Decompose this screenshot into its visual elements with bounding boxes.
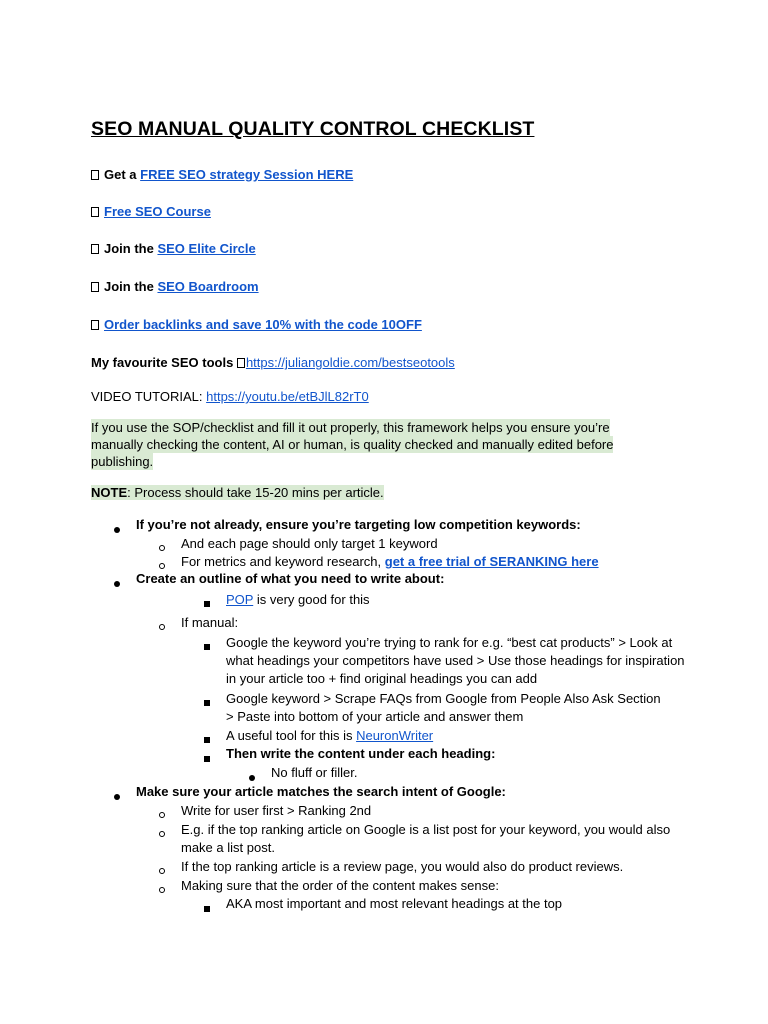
tools-label: My favourite SEO tools xyxy=(91,355,234,370)
page-title: SEO MANUAL QUALITY CONTROL CHECKLIST xyxy=(91,118,535,140)
boardroom-link[interactable]: SEO Boardroom xyxy=(157,279,259,294)
elite-circle-line xyxy=(91,241,256,256)
bullet-square xyxy=(204,596,210,610)
missing-glyph-icon xyxy=(91,207,99,217)
checklist-level4-item: No fluff or filler. xyxy=(271,765,358,780)
checklist-subsubitem xyxy=(226,727,433,745)
bullet-circle xyxy=(159,826,165,840)
seo-course-line xyxy=(91,204,211,219)
checklist-subitem: E.g. if the top ranking article on Google is a list post for your keyword, you would also make a list post. xyxy=(181,822,671,855)
checklist-subitem: Write for user first > Ranking 2nd xyxy=(181,803,372,818)
pop-text: is very good for this xyxy=(256,592,370,607)
seranking-link[interactable]: get a free trial of SERANKING here xyxy=(384,554,599,569)
backlinks-link[interactable]: Order backlinks and save 10% with the code 10OFF xyxy=(104,317,422,332)
neuronwriter-link[interactable]: NeuronWriter xyxy=(356,728,434,743)
checklist-subitem: If the top ranking article is a review page, you would also do product reviews. xyxy=(181,859,624,874)
checklist-subitem: Making sure that the order of the content makes sense: xyxy=(181,878,499,893)
intro-text: If you use the SOP/checklist and fill it out properly, this framework helps you ensure you’re manually checking the content, AI or human, is quality checked and manually edited before publishing. xyxy=(91,420,614,469)
missing-glyph-icon xyxy=(237,358,245,368)
elite-circle-link[interactable]: SEO Elite Circle xyxy=(157,241,256,256)
bullet-circle xyxy=(159,540,165,554)
missing-glyph-icon xyxy=(91,244,99,254)
bullet-circle xyxy=(159,863,165,877)
bullet-circle xyxy=(159,619,165,633)
checklist-subsubitem: Google keyword > Scrape FAQs from Google from People Also Ask Section > Paste into bottom of your article and answer them xyxy=(226,691,661,724)
strategy-session-link[interactable]: FREE SEO strategy Session HERE xyxy=(140,167,354,182)
bullet-square xyxy=(204,639,210,653)
neuronwriter-prefix: A useful tool for this is xyxy=(226,728,353,743)
note-text: : Process should take 15-20 mins per article. xyxy=(127,485,384,500)
checklist-item: If you’re not already, ensure you’re targeting low competition keywords: xyxy=(136,517,581,532)
pop-link[interactable]: POP xyxy=(226,592,254,607)
note-label: NOTE xyxy=(91,485,128,500)
bullet-square xyxy=(204,695,210,709)
bullet-square xyxy=(204,751,210,765)
video-link[interactable]: https://youtu.be/etBJlL82rT0 xyxy=(206,389,369,404)
video-label: VIDEO TUTORIAL: xyxy=(91,389,203,404)
bullet-dot xyxy=(114,789,120,803)
checklist-subitem: And each page should only target 1 keyword xyxy=(181,536,438,551)
checklist-subsubitem: AKA most important and most relevant headings at the top xyxy=(226,896,563,911)
checklist-subsubitem xyxy=(226,591,370,609)
tools-line xyxy=(91,355,455,370)
elite-circle-prefix: Join the xyxy=(104,241,154,256)
bullet-dot xyxy=(114,522,120,536)
missing-glyph-icon xyxy=(91,320,99,330)
checklist-subsubitem: Google the keyword you’re trying to rank for e.g. “best cat products” > Look at what headings your competitors have used > Use those headings for inspiration in your article too + find original headings you can add xyxy=(226,635,685,686)
strategy-session-line xyxy=(91,167,353,182)
bullet-circle xyxy=(159,807,165,821)
checklist-subitem xyxy=(181,553,599,571)
bullet-dot xyxy=(249,770,255,784)
checklist-subsubitem: Then write the content under each heading: xyxy=(226,746,496,761)
missing-glyph-icon xyxy=(91,282,99,292)
note-line xyxy=(91,485,384,500)
tools-link[interactable]: https://juliangoldie.com/bestseotools xyxy=(245,355,455,370)
bullet-square xyxy=(204,901,210,915)
bullet-square xyxy=(204,732,210,746)
boardroom-line xyxy=(91,279,259,294)
strategy-session-prefix: Get a xyxy=(104,167,137,182)
bullet-dot xyxy=(114,576,120,590)
checklist-item: Make sure your article matches the search intent of Google: xyxy=(136,784,506,799)
bullet-circle xyxy=(159,882,165,896)
backlinks-line xyxy=(91,317,422,332)
checklist-item: Create an outline of what you need to write about: xyxy=(136,571,445,586)
checklist-subitem: If manual: xyxy=(181,615,239,630)
seo-course-link[interactable]: Free SEO Course xyxy=(104,204,211,219)
seranking-prefix: For metrics and keyword research, xyxy=(181,554,382,569)
missing-glyph-icon xyxy=(91,170,99,180)
intro-paragraph xyxy=(91,419,661,470)
video-line xyxy=(91,389,369,404)
boardroom-prefix: Join the xyxy=(104,279,154,294)
